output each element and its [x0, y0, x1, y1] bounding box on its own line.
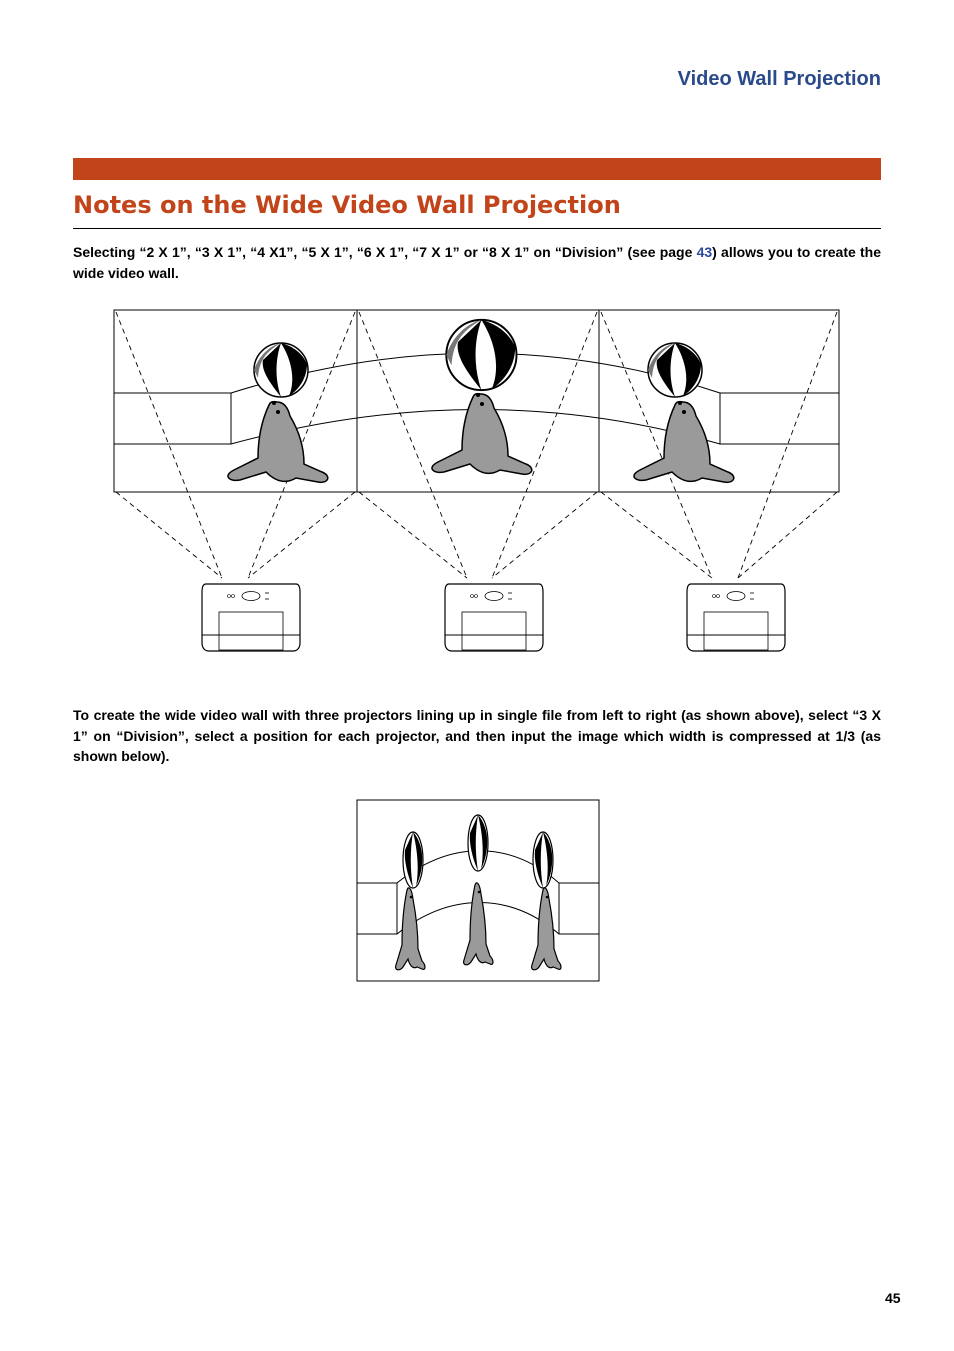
ball-left-icon — [254, 343, 308, 397]
wide-wall-figure — [105, 300, 850, 660]
page-number: 45 — [885, 1290, 901, 1306]
intro-text-after: ) allows you to create the wide video wall. — [73, 244, 881, 281]
title-divider — [73, 228, 881, 229]
projector-left-icon — [202, 584, 300, 651]
section-header: Video Wall Projection — [677, 68, 881, 90]
intro-text-before: Selecting “2 X 1”, “3 X 1”, “4 X1”, “5 X 1”, “6 X 1”, “7 X 1” or “8 X 1” on “Division” (see page — [73, 244, 697, 260]
instructions-paragraph: To create the wide video wall with three projectors lining up in single file from left to right (as shown above), select “3 X 1” on “Division”, select a position for each projector, and then input the image which width is compressed at 1/3 (as shown below). — [73, 707, 881, 764]
projector-right-icon — [687, 584, 785, 651]
projector-center-icon — [445, 584, 543, 651]
ball-right-icon — [648, 343, 702, 397]
screen-panel-left — [114, 310, 357, 492]
page-link[interactable]: 43 — [696, 244, 713, 260]
thin-ball-left-icon — [403, 832, 423, 888]
ball-center-icon — [446, 320, 516, 390]
thin-ball-center-icon — [468, 815, 488, 871]
thin-ball-right-icon — [533, 832, 553, 888]
screen-panel-right — [599, 310, 839, 492]
accent-bar — [73, 158, 881, 180]
page-title: Notes on the Wide Video Wall Projection — [73, 191, 621, 219]
intro-paragraph — [73, 242, 881, 283]
compressed-image-figure — [356, 799, 601, 984]
